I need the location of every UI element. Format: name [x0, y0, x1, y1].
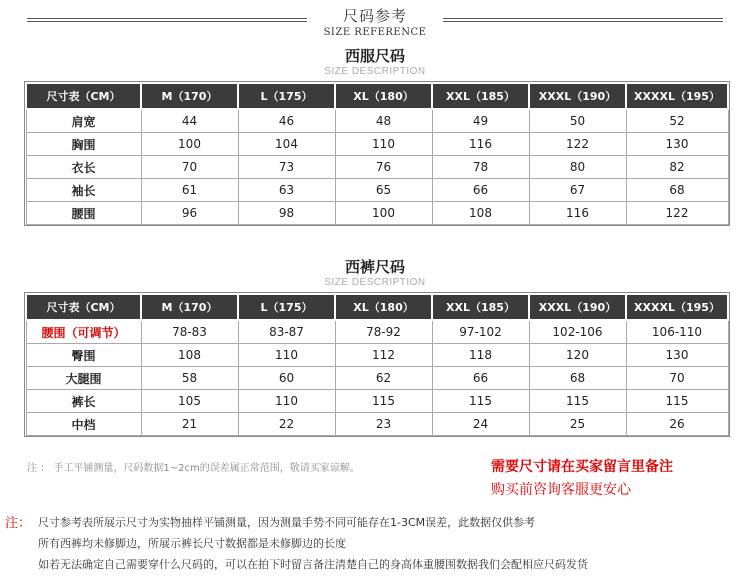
- column-header: M（170）: [141, 294, 238, 320]
- table-cell: 24: [432, 413, 529, 436]
- table-cell: 112: [335, 344, 432, 367]
- column-header: L（175）: [238, 294, 335, 320]
- pants-size-table: [25, 293, 729, 436]
- table-cell: 118: [432, 344, 529, 367]
- table-cell: 82: [626, 156, 728, 179]
- column-header: XXL（185）: [432, 83, 529, 109]
- table-cell: 46: [238, 109, 335, 133]
- table-cell: 70: [626, 367, 728, 390]
- pants-section-title: 西裤尺码: [344, 258, 405, 276]
- table-cell: 122: [626, 202, 728, 225]
- table-cell: 73: [238, 156, 335, 179]
- table-cell: 116: [432, 133, 529, 156]
- column-header: XXXL（190）: [529, 83, 626, 109]
- page-subtitle: SIZE REFERENCE: [323, 27, 427, 38]
- table-cell: 115: [335, 390, 432, 413]
- row-label: 腰围: [26, 202, 141, 225]
- table-cell: 58: [141, 367, 238, 390]
- suit-section-subtitle: SIZE DESCRIPTION: [324, 66, 426, 77]
- table-cell: 78-92: [335, 320, 432, 344]
- column-header: XXL（185）: [432, 294, 529, 320]
- note-line-2: 所有西裤均未修脚边，所展示裤长尺寸数据都是未修脚边的长度: [38, 537, 346, 550]
- table-cell: 80: [529, 156, 626, 179]
- table-cell: 96: [141, 202, 238, 225]
- table-cell: 115: [432, 390, 529, 413]
- callout-line-2: 购买前咨询客服更安心: [491, 482, 631, 498]
- column-header: M（170）: [141, 83, 238, 109]
- row-label: 裤长: [26, 390, 141, 413]
- table-cell: 66: [432, 179, 529, 202]
- table-header-row: [26, 294, 728, 320]
- table-row: [26, 320, 728, 344]
- pants-section-subtitle: SIZE DESCRIPTION: [324, 277, 426, 288]
- column-header: XXXL（190）: [529, 294, 626, 320]
- table-cell: 110: [335, 133, 432, 156]
- table-cell: 50: [529, 109, 626, 133]
- column-header: 尺寸表（CM）: [26, 294, 141, 320]
- row-label: 大腿围: [26, 367, 141, 390]
- table-header-row: [26, 83, 728, 109]
- table-row: [26, 413, 728, 436]
- table-cell: 120: [529, 344, 626, 367]
- table-row: [26, 390, 728, 413]
- table-cell: 52: [626, 109, 728, 133]
- table-cell: 22: [238, 413, 335, 436]
- table-cell: 44: [141, 109, 238, 133]
- table-cell: 26: [626, 413, 728, 436]
- table-cell: 100: [141, 133, 238, 156]
- table-cell: 100: [335, 202, 432, 225]
- table-cell: 130: [626, 344, 728, 367]
- table-row: [26, 179, 728, 202]
- table-cell: 68: [529, 367, 626, 390]
- table-cell: 116: [529, 202, 626, 225]
- notes-label: 注：: [5, 516, 32, 531]
- row-label: 中档: [26, 413, 141, 436]
- table-cell: 21: [141, 413, 238, 436]
- table-cell: 98: [238, 202, 335, 225]
- table-cell: 97-102: [432, 320, 529, 344]
- table-cell: 70: [141, 156, 238, 179]
- table-cell: 115: [529, 390, 626, 413]
- table-cell: 62: [335, 367, 432, 390]
- table-cell: 115: [626, 390, 728, 413]
- table-cell: 48: [335, 109, 432, 133]
- column-header: 尺寸表（CM）: [26, 83, 141, 109]
- table-cell: 105: [141, 390, 238, 413]
- suit-size-table: [25, 82, 729, 225]
- column-header: XL（180）: [335, 294, 432, 320]
- table-cell: 78: [432, 156, 529, 179]
- table-cell: 61: [141, 179, 238, 202]
- table-cell: 110: [238, 390, 335, 413]
- table-cell: 68: [626, 179, 728, 202]
- table-cell: 78-83: [141, 320, 238, 344]
- table-row: [26, 344, 728, 367]
- table-cell: 108: [141, 344, 238, 367]
- table-cell: 63: [238, 179, 335, 202]
- measurement-footnote: 注 ： 手工平铺测量，尺码数据1~2cm的误差属正常范围，敬请买家谅解。: [27, 463, 360, 474]
- row-label: 袖长: [26, 179, 141, 202]
- row-label: 胸围: [26, 133, 141, 156]
- table-row: [26, 156, 728, 179]
- note-line-3: 如若无法确定自己需要穿什么尺码的，可以在拍下时留言备注清楚自己的身高体重腰围数据我们会配相应尺码发货: [38, 558, 588, 571]
- column-header: XXXXL（195）: [626, 83, 728, 109]
- table-row: [26, 109, 728, 133]
- table-cell: 23: [335, 413, 432, 436]
- table-cell: 60: [238, 367, 335, 390]
- table-cell: 67: [529, 179, 626, 202]
- page-title: 尺码参考: [342, 7, 407, 25]
- table-cell: 65: [335, 179, 432, 202]
- suit-section-title: 西服尺码: [344, 47, 405, 65]
- table-cell: 25: [529, 413, 626, 436]
- row-label: 肩宽: [26, 109, 141, 133]
- table-cell: 122: [529, 133, 626, 156]
- table-row: [26, 202, 728, 225]
- row-label: 臀围: [26, 344, 141, 367]
- table-cell: 66: [432, 367, 529, 390]
- table-cell: 108: [432, 202, 529, 225]
- column-header: L（175）: [238, 83, 335, 109]
- table-row: [26, 133, 728, 156]
- callout-line-1: 需要尺寸请在买家留言里备注: [491, 459, 673, 475]
- table-cell: 130: [626, 133, 728, 156]
- row-label-adjustable-waist: 腰围（可调节）: [26, 320, 141, 344]
- table-cell: 106-110: [626, 320, 728, 344]
- row-label: 衣长: [26, 156, 141, 179]
- table-cell: 102-106: [529, 320, 626, 344]
- table-cell: 104: [238, 133, 335, 156]
- table-cell: 76: [335, 156, 432, 179]
- table-cell: 110: [238, 344, 335, 367]
- column-header: XL（180）: [335, 83, 432, 109]
- table-row: [26, 367, 728, 390]
- table-cell: 83-87: [238, 320, 335, 344]
- note-line-1: 尺寸参考表所展示尺寸为实物抽样平铺测量，因为测量手势不同可能存在1-3CM误差，此数据仅供参考: [38, 516, 536, 529]
- column-header: XXXXL（195）: [626, 294, 728, 320]
- table-cell: 49: [432, 109, 529, 133]
